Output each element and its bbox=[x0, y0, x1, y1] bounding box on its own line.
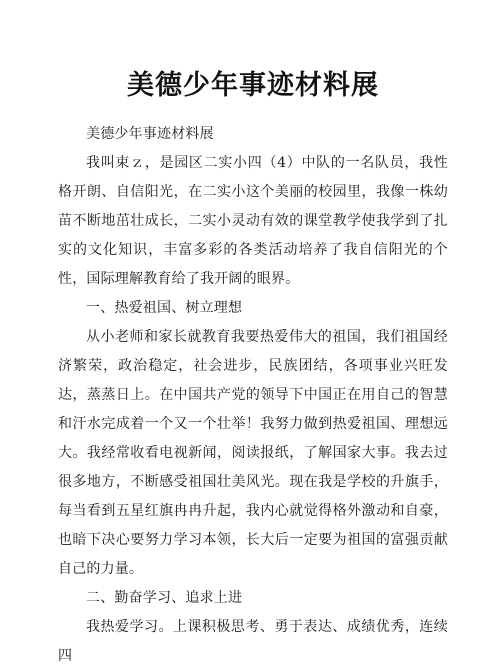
body-subtitle: 美德少年事迹材料展 bbox=[86, 126, 214, 142]
section-heading-1: 一、热爱祖国、树立理想 bbox=[86, 300, 243, 316]
section-2-paragraph: 我热爱学习。上课积极思考、勇于表达、成绩优秀，连续四 bbox=[58, 619, 448, 664]
document-title: 美德少年事迹材料展 bbox=[127, 70, 379, 101]
section-1-paragraph: 从小老师和家长就教育我要热爱伟大的祖国，我们祖国经济繁荣，政治稳定，社会进步，民族团结，各项事业兴旺发达，蒸蒸日上。在中国共产党的领导下中国正在用自己的智慧和汗水完成着一个又一个壮举！我努力做到热爱祖国、理想远大。我经常收看电视新闻，阅读报纸，了解国家大事。我去过很多地方，不断感受祖国壮美风光。现在我是学校的升旗手，每当看到五星红旗冉冉升起，我内心就觉得格外激动和自豪，也暗下决心要努力学习本领，长大后一定要为祖国的富强贡献自己的力量。 bbox=[58, 329, 448, 577]
intro-paragraph: 我叫束ｚ，是园区二实小四（4）中队的一名队员，我性格开朗、自信阳光，在二实小这个美丽的校园里，我像一株幼苗不断地茁壮成长，二实小灵动有效的课堂教学使我学到了扎实的文化知识，丰富多彩的各类活动培养了我自信阳光的个性，国际理解教育给了我开阔的眼界。 bbox=[58, 155, 448, 287]
document-body bbox=[58, 120, 448, 671]
section-heading-2: 二、勤奋学习、追求上进 bbox=[86, 590, 243, 606]
